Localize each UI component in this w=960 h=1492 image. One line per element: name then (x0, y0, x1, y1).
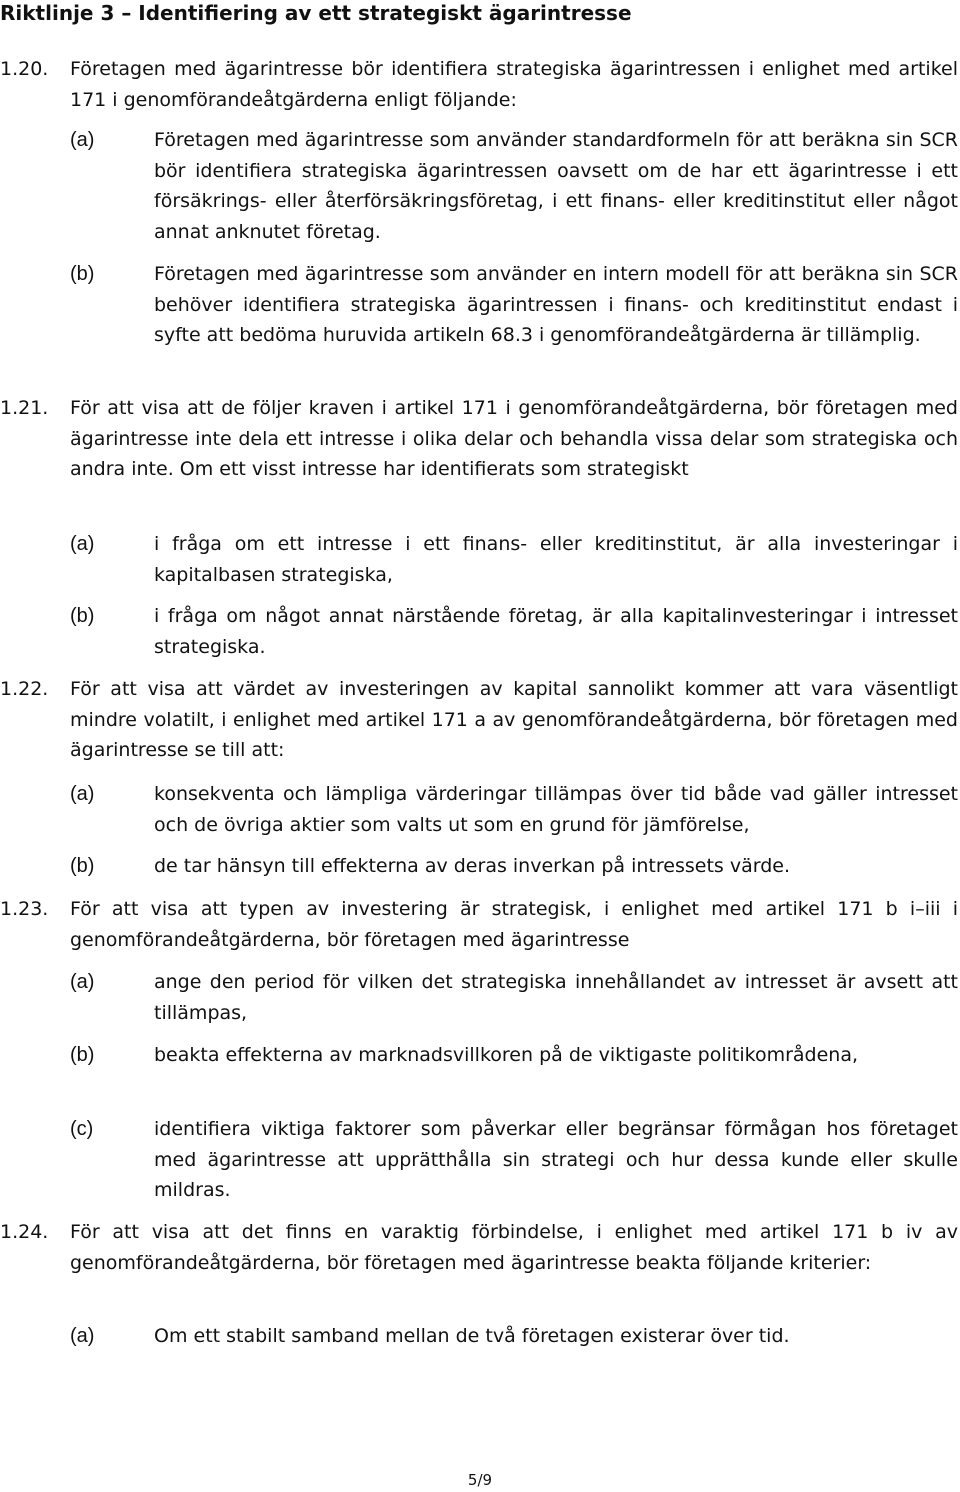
paragraph-text: Företagen med ägarintresse bör identifiera strategiska ägarintressen i enlighet med artikel 171 i genomförandeåtgärderna enligt följande: (70, 58, 958, 111)
item-text: identifiera viktiga faktorer som påverkar eller begränsar förmågan hos företaget med ägarintresse att upprätthålla sin strategi och hur dessa kunde eller skulle mildras. (154, 1118, 958, 1202)
item-text: i fråga om något annat närstående företag, är alla kapitalinvesteringar i intresset strategiska. (154, 605, 958, 658)
paragraph-number: 1.21. (0, 397, 49, 419)
list-item (70, 1114, 958, 1206)
list-item (70, 529, 958, 590)
item-text: Företagen med ägarintresse som använder en intern modell för att beräkna sin SCR behöver identifiera strategiska ägarintressen i finans- och kreditinstitut endast i syfte att bedöma huruvida artikeln 68.3 i genomförandeåtgärderna är tillämplig. (154, 263, 958, 347)
item-text: i fråga om ett intresse i ett finans- eller kreditinstitut, är alla investeringar i kapitalbasen strategiska, (154, 533, 958, 586)
list-item (70, 779, 958, 840)
paragraph-number: 1.22. (0, 678, 49, 700)
paragraph-1-24 (0, 1217, 958, 1278)
item-text: de tar hänsyn till effekterna av deras inverkan på intressets värde. (154, 855, 790, 877)
paragraph-text: För att visa att de följer kraven i artikel 171 i genomförandeåtgärderna, bör företagen med ägarintresse inte dela ett intresse i olika delar och behandla vissa delar som strategiska och andra inte. Om ett visst intresse har identifierats som strategiskt (70, 397, 958, 481)
list-item (70, 125, 958, 247)
item-label: (a) (70, 971, 95, 993)
paragraph-1-22 (0, 674, 958, 766)
list-item (70, 1321, 958, 1352)
item-label: (a) (70, 1325, 95, 1347)
paragraph-1-20 (0, 54, 958, 115)
item-label: (b) (70, 605, 95, 627)
item-text: konsekventa och lämpliga värderingar tillämpas över tid både vad gäller intresset och de övriga aktier som valts ut som en grund för jämförelse, (154, 783, 958, 836)
paragraph-number: 1.23. (0, 898, 49, 920)
item-text: Om ett stabilt samband mellan de två företagen existerar över tid. (154, 1325, 790, 1347)
section-heading: Riktlinje 3 – Identifiering av ett strategiskt ägarintresse (0, 1, 632, 25)
list-item (70, 967, 958, 1028)
item-text: ange den period för vilken det strategiska innehållandet av intresset är avsett att tillämpas, (154, 971, 958, 1024)
paragraph-number: 1.20. (0, 58, 49, 80)
item-text: Företagen med ägarintresse som använder standardformeln för att beräkna sin SCR bör identifiera strategiska ägarintressen oavsett om de har ett ägarintresse i ett försäkrings- eller återförsäkringsföretag, i ett finans- eller kreditinstitut eller något annat anknutet företag. (154, 129, 958, 243)
item-label: (b) (70, 855, 95, 877)
page-number: 5/9 (467, 1471, 493, 1489)
list-item (70, 851, 958, 882)
paragraph-text: För att visa att det finns en varaktig förbindelse, i enlighet med artikel 171 b iv av genomförandeåtgärderna, bör företagen med ägarintresse beakta följande kriterier: (70, 1221, 958, 1274)
paragraph-number: 1.24. (0, 1221, 49, 1243)
list-item (70, 601, 958, 662)
item-label: (b) (70, 263, 95, 285)
item-label: (a) (70, 783, 95, 805)
paragraph-text: För att visa att värdet av investeringen av kapital sannolikt kommer att vara väsentligt mindre volatilt, i enlighet med artikel 171 a av genomförandeåtgärderna, bör företagen med ägarintresse se till att: (70, 678, 958, 762)
paragraph-text: För att visa att typen av investering är strategisk, i enlighet med artikel 171 b i–iii i genomförandeåtgärderna, bör företagen med ägarintresse (70, 898, 958, 951)
item-label: (b) (70, 1044, 95, 1066)
item-text: beakta effekterna av marknadsvillkoren på de viktigaste politikområdena, (154, 1044, 859, 1066)
item-label: (a) (70, 129, 95, 151)
paragraph-1-23 (0, 894, 958, 955)
list-item (70, 1040, 958, 1071)
paragraph-1-21 (0, 393, 958, 485)
item-label: (c) (70, 1118, 94, 1140)
list-item (70, 259, 958, 351)
item-label: (a) (70, 533, 95, 555)
